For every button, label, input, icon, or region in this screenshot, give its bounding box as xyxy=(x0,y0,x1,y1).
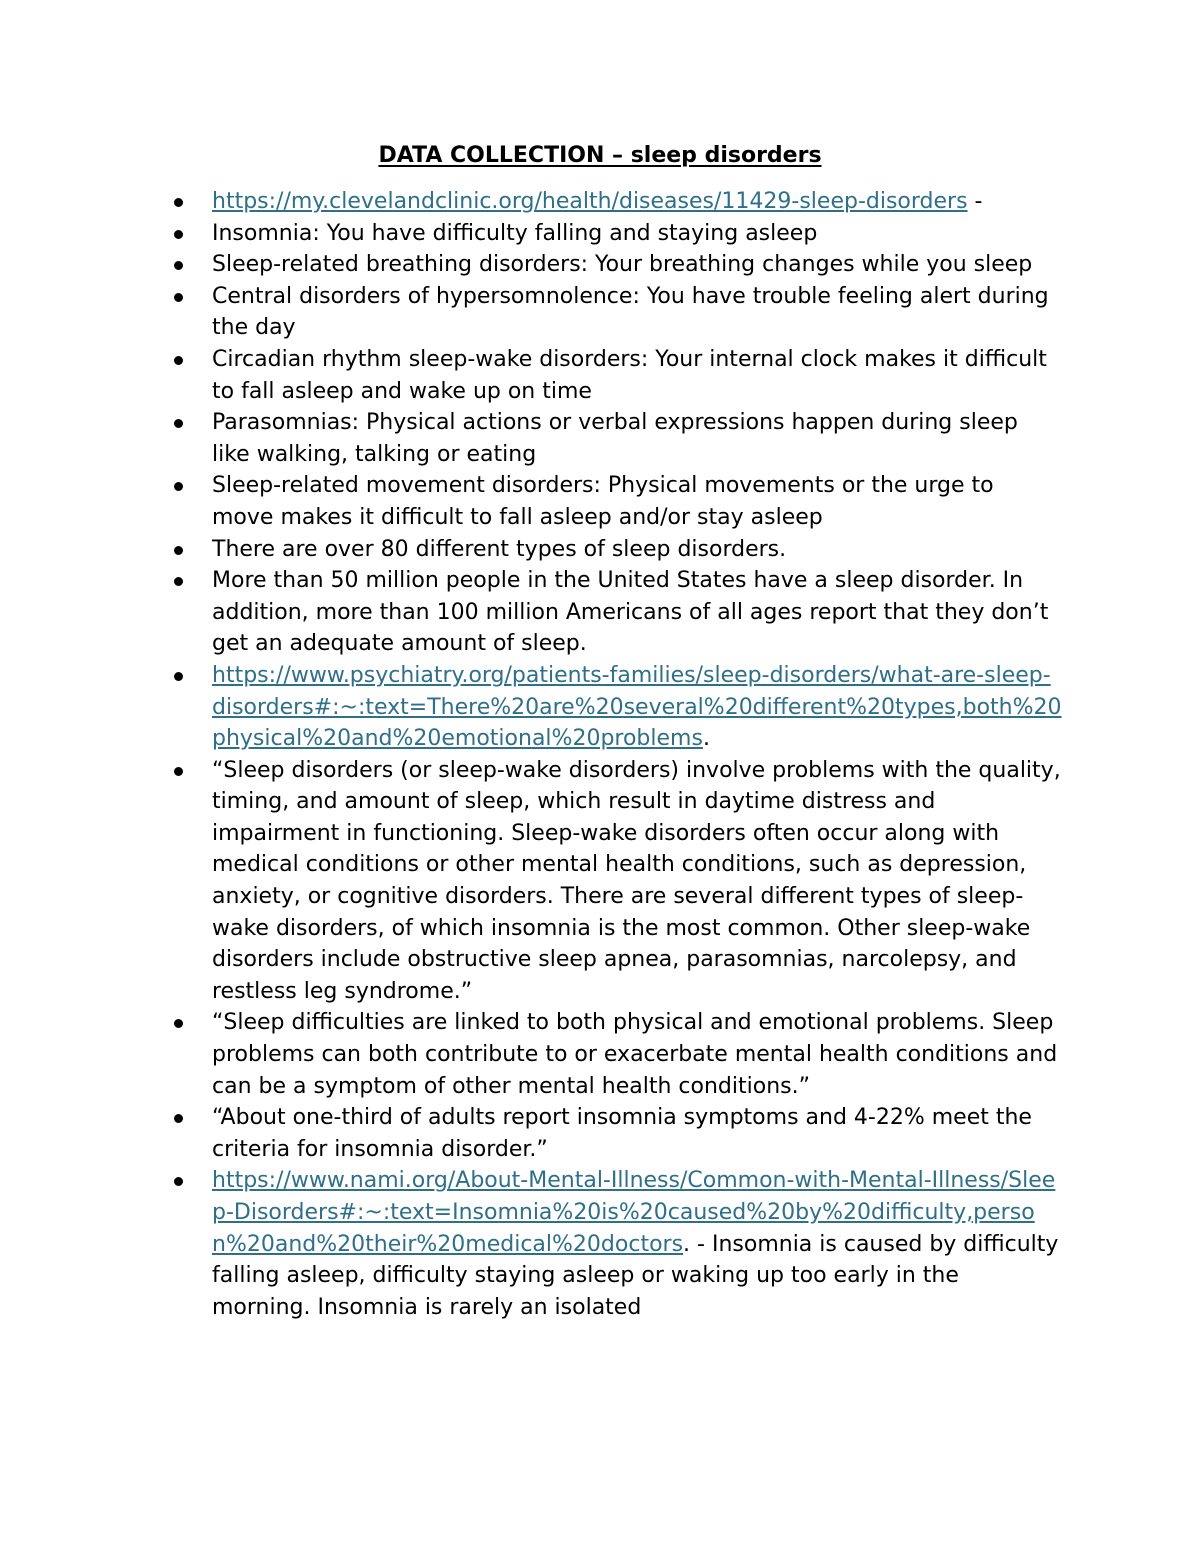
list-item xyxy=(212,281,1062,344)
cleveland-clinic-link[interactable]: https://my.clevelandclinic.org/health/diseases/11429-sleep-disorders xyxy=(212,189,968,214)
link-suffix: . xyxy=(702,726,710,752)
list-item-text: “About one-third of adults report insomnia symptoms and 4-22% meet the criteria for insomnia disorder.” xyxy=(212,1105,1032,1162)
list-item-text: “Sleep disorders (or sleep-wake disorders) involve problems with the quality, timing, and amount of sleep, which result in daytime distress and impairment in functioning. Sleep-wake disorders often occur along with medical conditions or other mental health conditions, such as depression, anxiety, or cognitive disorders. There are several different types of sleep-wake disorders, of which insomnia is the most common. Other sleep-wake disorders include obstructive sleep apnea, parasomnias, narcolepsy, and restless leg syndrome.” xyxy=(212,757,1061,1004)
list-item xyxy=(212,1007,1062,1102)
bullet-dot-icon xyxy=(174,230,183,239)
bullet-dot-icon xyxy=(174,198,183,207)
bullet-dot-icon xyxy=(174,577,183,586)
link-suffix-text: . - Insomnia is caused by difficulty falling asleep, difficulty staying asleep or waking up too early in the morning. Insomnia is rarely an isolated xyxy=(212,1231,1059,1320)
list-item xyxy=(212,249,1062,281)
list-item-text: There are over 80 different types of sleep disorders. xyxy=(212,536,787,562)
link-suffix: - xyxy=(967,189,983,214)
list-item-text: Central disorders of hypersomnolence: You have trouble feeling alert during the day xyxy=(212,283,1049,341)
bullet-dot-icon xyxy=(174,356,183,365)
list-item xyxy=(212,534,1062,566)
nami-org-link[interactable]: https://www.nami.org/About-Mental-Illness/Common-with-Mental-Illness/Sleep-Disorders#:~:text=Insomnia%20is%20caused%20by%20difficulty,person%20and%20their%20medical%20doctors xyxy=(212,1168,1056,1257)
list-item-nami-link xyxy=(212,1165,1062,1323)
bullet-dot-icon xyxy=(174,767,183,776)
list-item xyxy=(212,565,1062,660)
bullet-dot-icon xyxy=(174,261,183,270)
bullet-dot-icon xyxy=(174,672,183,681)
list-item-text: More than 50 million people in the United States have a sleep disorder. In addition, more than 100 million Americans of all ages report that they don’t get an adequate amount of sleep. xyxy=(212,568,1049,657)
psychiatry-org-link[interactable]: https://www.psychiatry.org/patients-families/sleep-disorders/what-are-sleep-disorders#:~:text=There%20are%20several%20different%20types,both%20physical%20and%20emotional%20problems xyxy=(212,662,1062,752)
list-item-text: Insomnia: You have difficulty falling and staying asleep xyxy=(212,220,818,246)
list-item xyxy=(212,1102,1062,1165)
list-item-text: Circadian rhythm sleep-wake disorders: Your internal clock makes it difficult to fall asleep and wake up on time xyxy=(212,346,1047,404)
list-item xyxy=(212,755,1062,1008)
list-item-text: Sleep-related breathing disorders: Your breathing changes while you sleep xyxy=(212,252,1033,278)
bullet-dot-icon xyxy=(174,482,183,491)
bullet-dot-icon xyxy=(174,293,183,302)
bullet-list xyxy=(0,186,1200,1323)
bullet-dot-icon xyxy=(174,419,183,428)
list-item xyxy=(212,470,1062,533)
list-item-text: Parasomnias: Physical actions or verbal expressions happen during sleep like walking, talking or eating xyxy=(212,410,1018,467)
bullet-dot-icon xyxy=(174,1019,183,1028)
list-item-text: “Sleep difficulties are linked to both physical and emotional problems. Sleep problems can both contribute to or exacerbate mental health conditions and can be a symptom of other mental health conditions.” xyxy=(212,1010,1058,1099)
bullet-dot-icon xyxy=(174,1114,183,1123)
list-item xyxy=(212,218,1062,250)
document-title: DATA COLLECTION – sleep disorders xyxy=(378,143,822,168)
list-item xyxy=(212,344,1062,407)
list-item-cleveland-link xyxy=(212,186,1062,218)
bullet-dot-icon xyxy=(174,546,183,555)
list-item-psychiatry-link xyxy=(212,660,1062,755)
list-item xyxy=(212,407,1062,470)
bullet-dot-icon xyxy=(174,1177,183,1186)
list-item-text: Sleep-related movement disorders: Physical movements or the urge to move makes it difficult to fall asleep and/or stay asleep xyxy=(212,473,994,530)
